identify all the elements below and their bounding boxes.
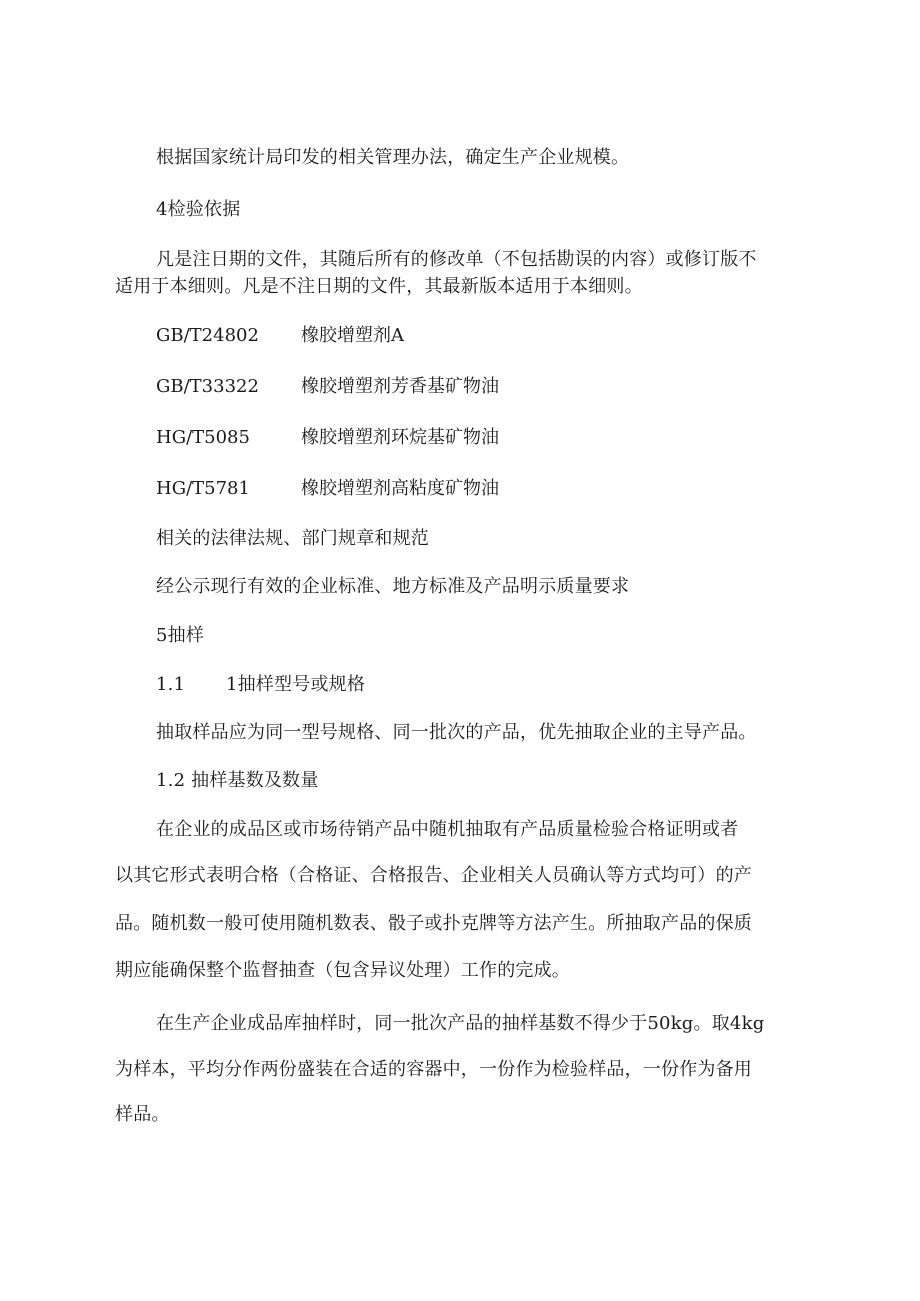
paragraph-market-sampling-line4: 期应能确保整个监督抽查（包含异议处理）工作的完成。 — [115, 960, 570, 981]
subsection-number-1-1: 1.1 — [156, 674, 186, 695]
reference-code: GB/T33322 — [156, 376, 259, 397]
paragraph-market-sampling-line2: 以其它形式表明合格（合格证、合格报告、企业相关人员确认等方式均可）的产 — [115, 865, 752, 886]
reference-code: HG/T5085 — [156, 427, 250, 448]
reference-title: 橡胶增塑剂A — [301, 325, 404, 346]
paragraph-dated-docs-line1: 凡是注日期的文件，其随后所有的修改单（不包括勘误的内容）或修订版不 — [156, 249, 757, 270]
section-heading-sampling: 5抽样 — [156, 625, 205, 646]
section-heading-inspection-basis: 4检验依据 — [156, 199, 241, 220]
reference-title: 橡胶增塑剂环烷基矿物油 — [301, 427, 499, 448]
paragraph-sampling-model: 抽取样品应为同一型号规格、同一批次的产品，优先抽取企业的主导产品。 — [156, 722, 757, 743]
reference-title: 橡胶增塑剂芳香基矿物油 — [301, 376, 499, 397]
paragraph-factory-sampling-line2: 为样本，平均分作两份盛装在合适的容器中，一份作为检验样品，一份作为备用 — [115, 1059, 752, 1080]
paragraph-standards: 经公示现行有效的企业标准、地方标准及产品明示质量要求 — [156, 576, 630, 597]
paragraph-dated-docs-line2: 适用于本细则。凡是不注日期的文件，其最新版本适用于本细则。 — [115, 276, 643, 297]
paragraph-scale-method: 根据国家统计局印发的相关管理办法，确定生产企业规模。 — [156, 147, 630, 168]
reference-code: GB/T24802 — [156, 325, 259, 346]
reference-code: HG/T5781 — [156, 478, 250, 499]
subsection-heading-1-2: 1.2 抽样基数及数量 — [156, 770, 319, 791]
paragraph-laws: 相关的法律法规、部门规章和规范 — [156, 528, 429, 549]
paragraph-market-sampling-line3: 品。随机数一般可使用随机数表、骰子或扑克牌等方法产生。所抽取产品的保质 — [115, 913, 752, 934]
subsection-title-1-1: 1抽样型号或规格 — [226, 674, 366, 695]
paragraph-factory-sampling-line1: 在生产企业成品库抽样时，同一批次产品的抽样基数不得少于50kg。取4kg — [156, 1013, 765, 1034]
paragraph-market-sampling-line1: 在企业的成品区或市场待销产品中随机抽取有产品质量检验合格证明或者 — [156, 819, 739, 840]
reference-title: 橡胶增塑剂高粘度矿物油 — [301, 478, 499, 499]
paragraph-factory-sampling-line3: 样品。 — [115, 1104, 170, 1125]
